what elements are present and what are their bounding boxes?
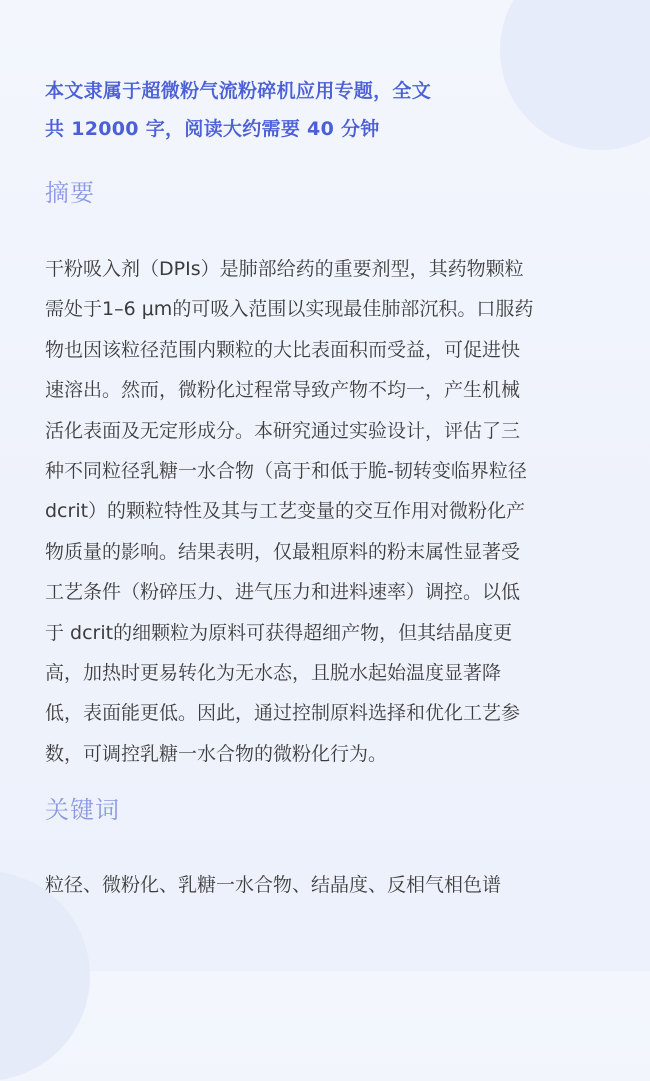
abstract-line: 种不同粒径乳糖一水合物（高于和低于脆-韧转变临界粒径 [45, 460, 527, 483]
keywords-list: 粒径、微粉化、乳糖一水合物、结晶度、反相气相色谱 [45, 874, 502, 896]
intro-line-1: 本文隶属于超微粉气流粉碎机应用专题，全文 [45, 80, 432, 102]
abstract-line: 速溶出。然而，微粉化过程常导致产物不均一，产生机械 [45, 379, 521, 402]
abstract-line: 低，表面能更低。因此，通过控制原料选择和优化工艺参 [45, 702, 521, 725]
abstract-line: 物质量的影响。结果表明，仅最粗原料的粉末属性显著受 [45, 540, 521, 563]
intro-line-2: 共 12000 字，阅读大约需要 40 分钟 [45, 118, 380, 140]
abstract-line: 工艺条件（粉碎压力、进气压力和进料速率）调控。以低 [45, 581, 521, 604]
abstract-line: 物也因该粒径范围内颗粒的大比表面积而受益，可促进快 [45, 338, 521, 361]
keywords-heading: 关键词 [45, 796, 120, 824]
abstract-line: dcrit）的颗粒特性及其与工艺变量的交互作用对微粉化产 [45, 500, 526, 523]
abstract-heading: 摘要 [45, 179, 95, 207]
abstract-body [45, 249, 610, 774]
article-intro [45, 72, 565, 148]
abstract-line: 活化表面及无定形成分。本研究通过实验设计，评估了三 [45, 419, 521, 442]
abstract-line: 需处于1–6 μm的可吸入范围以实现最佳肺部沉积。口服药 [45, 298, 534, 321]
abstract-line: 干粉吸入剂（DPIs）是肺部给药的重要剂型，其药物颗粒 [45, 258, 524, 280]
abstract-line: 数，可调控乳糖一水合物的微粉化行为。 [45, 742, 388, 765]
abstract-line: 于 dcrit的细颗粒为原料可获得超细产物，但其结晶度更 [45, 621, 513, 644]
abstract-line: 高，加热时更易转化为无水态，且脱水起始温度显著降 [45, 662, 502, 685]
